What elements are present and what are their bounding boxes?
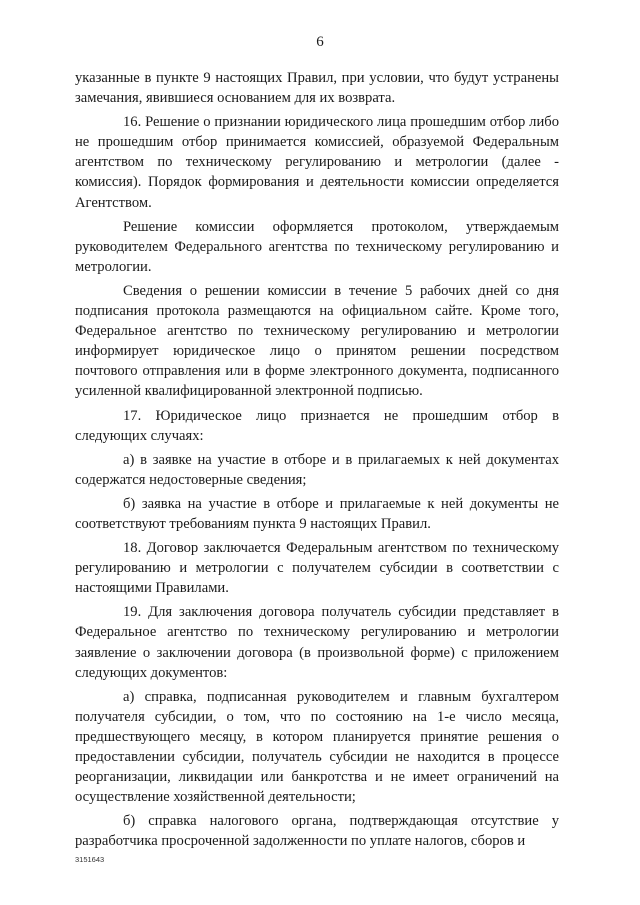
page-number: 6 [316, 34, 324, 50]
paragraph-19b: б) справка налогового органа, подтверждающая отсутствие у разработчика просроченной задолженности по уплате налогов, сборов и [75, 813, 559, 850]
document-body [75, 68, 559, 855]
paragraph-continuation: указанные в пункте 9 настоящих Правил, при условии, что будут устранены замечания, явившиеся основанием для их возврата. [75, 70, 559, 107]
paragraph-19: 19. Для заключения договора получатель субсидии представляет в Федеральное агентство по техническому регулированию и метрологии заявление о заключении договора (в произвольной форме) с приложением следующих документов: [75, 604, 559, 681]
paragraph-decision-info: Сведения о решении комиссии в течение 5 рабочих дней со дня подписания протокола размещаются на официальном сайте. Кроме того, Федеральное агентство по техническому регулированию и метрологии информирует юридическое лицо о принятом решении посредством почтового отправления или в форме электронного документа, подписанного усиленной квалифицированной электронной подписью. [75, 282, 559, 400]
paragraph-19a: а) справка, подписанная руководителем и главным бухгалтером получателя субсидии, о том, что по состоянию на 1-е число месяца, предшествующего месяцу, в котором планируется принятие решения о предоставлении субсидии, получатель субсидии не находится в процессе реорганизации, ликвидации или банкротства и не имеет ограничений на осуществление хозяйственной деятельности; [75, 688, 559, 806]
paragraph-17: 17. Юридическое лицо признается не прошедшим отбор в следующих случаях: [75, 407, 559, 444]
document-code: 3151643 [75, 855, 105, 864]
paragraph-16: 16. Решение о признании юридического лица прошедшим отбор либо не прошедшим отбор принимается комиссией, образуемой Федеральным агентством по техническому регулированию и метрологии (далее - комиссия). Порядок формирования и деятельности комиссии определяется Агентством. [75, 114, 559, 211]
paragraph-commission-decision: Решение комиссии оформляется протоколом, утверждаемым руководителем Федерального агентства по техническому регулированию и метрологии. [75, 218, 559, 275]
paragraph-18: 18. Договор заключается Федеральным агентством по техническому регулированию и метрологии с получателем субсидии в соответствии с настоящими Правилами. [75, 540, 559, 597]
paragraph-17a: а) в заявке на участие в отборе и в прилагаемых к ней документах содержатся недостоверные сведения; [75, 451, 559, 488]
paragraph-17b: б) заявка на участие в отборе и прилагаемые к ней документы не соответствуют требованиям пункта 9 настоящих Правил. [75, 495, 559, 532]
